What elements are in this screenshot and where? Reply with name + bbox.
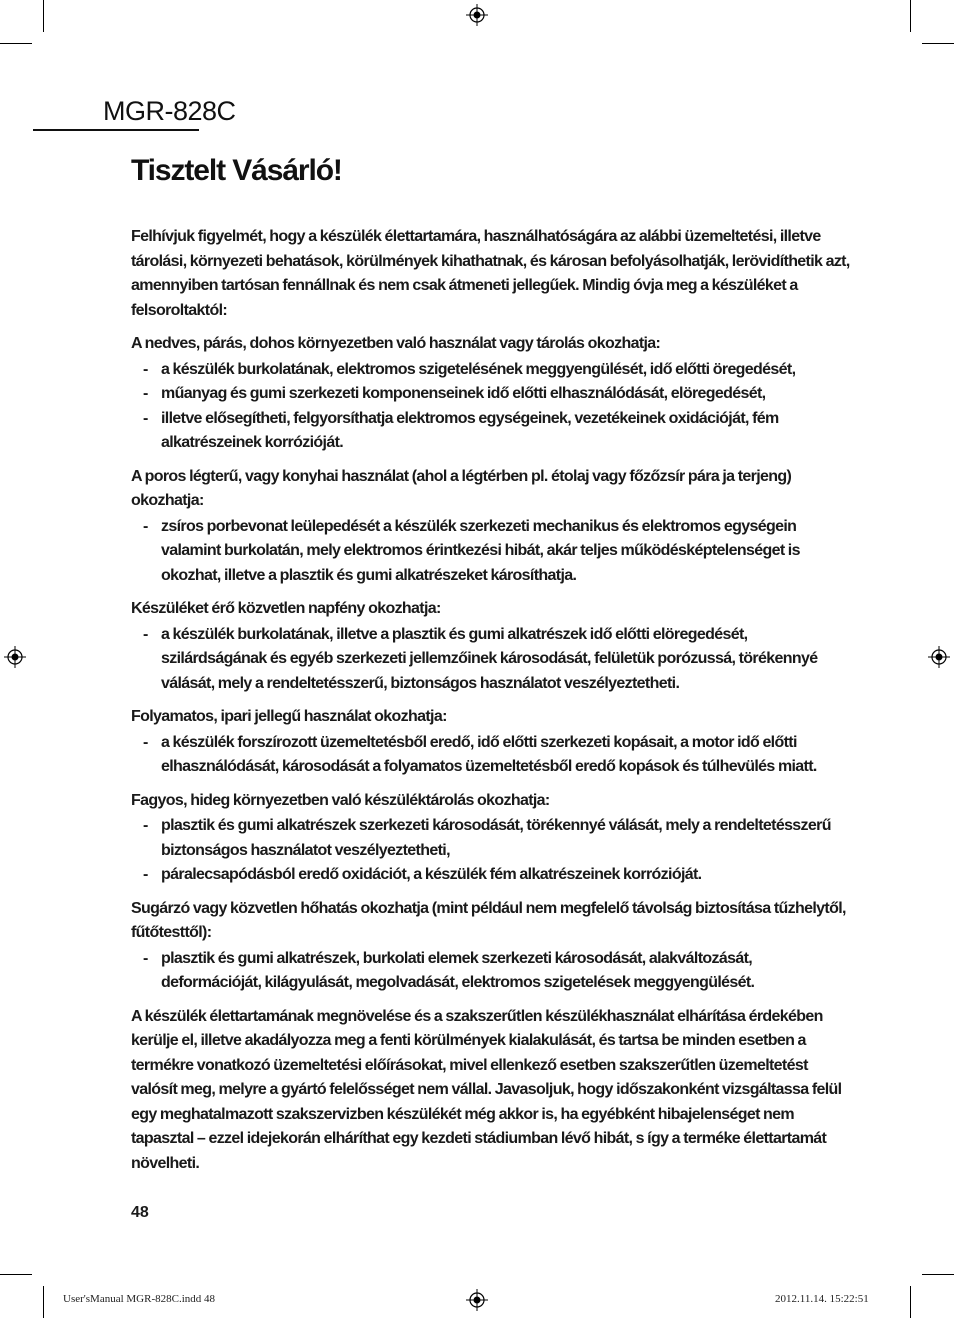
section-list [131,515,853,589]
list-item [143,515,853,589]
list-item-text: zsíros porbevonat leülepedését a készülék szerkezeti mechanikus és elektromos egységein valamint burkolatán, mely elektromos érintkezési hibát, akár teljes működésképtelenséget is okozhat, illetve a plasztik és gumi alkatrészeket károsíthatja. [161,517,800,584]
bullet-dash: - [143,385,148,402]
list-item [143,947,853,996]
crop-mark-top-left-h [0,43,32,44]
list-item-text: plasztik és gumi alkatrészek szerkezeti károsodását, törékennyé válását, mely a rendeltetésszerű biztonságos használatot veszélyeztetheti, [161,817,831,859]
section-heading: Készüléket érő közvetlen napfény okozhatja: [131,600,441,617]
section-heading: Folyamatos, ipari jellegű használat okozhatja: [131,708,447,725]
bullet-dash: - [143,625,148,643]
bullet-dash: - [143,817,148,834]
list-item [143,407,853,456]
sections-container [131,332,853,996]
registration-mark-icon [466,4,488,26]
bullet-dash: - [143,733,148,751]
model-name: MGR-828C [103,96,236,126]
registration-mark-icon [466,1289,488,1311]
section-heading: Fagyos, hideg környezetben való készüléktárolás okozhatja: [131,791,550,809]
section-heading: A nedves, párás, dohos környezetben való használat vagy tárolás okozhatja: [131,335,661,352]
list-item [143,358,853,383]
list-item [143,731,853,780]
list-item-text: illetve elősegítheti, felgyorsíthatja elektromos egységeinek, vezetékeinek oxidációját, fém alkatrészeinek korrózióját. [161,409,779,451]
section-heading: Sugárzó vagy közvetlen hőhatás okozhatja (mint például nem megfelelő távolság biztosítása tűzhelytől, fűtőtesttől): [131,899,846,941]
list-item-text: műanyag és gumi szerkezeti komponenseinek idő előtti elhasználódását, elöregedését, [161,385,766,402]
list-item [143,623,853,697]
header-rule [33,129,199,131]
list-item-text: a készülék forszírozott üzemeltetésből eredő, idő előtti szerkezeti kopásait, a motor idő előtti elhasználódását, károsodását a folyamatos üzemeltetésből eredő kopások és túlhevülés miatt. [161,733,817,775]
list-item-text: páralecsapódásból eredő oxidációt, a készülék fém alkatrészeinek korrózióját. [161,866,702,883]
crop-mark-bottom-right-h [922,1274,954,1275]
list-item [143,814,853,863]
page-number: 48 [131,1204,149,1221]
bullet-dash: - [143,949,148,967]
intro-paragraph: Felhívjuk figyelmét, hogy a készülék élettartamára, használhatóságára az alábbi üzemeltetési, illetve tárolási, környezeti behatások, körülmények kihathatnak, és károsan befolyásolhatják, lerövidíthetik azt, amennyiben tartósan fennállnak és nem csak átmeneti jellegűek. Mindig óvja meg a készüléket a felsoroltaktól: [131,228,850,319]
section-list [131,623,853,697]
crop-mark-top-right-v [910,0,911,32]
list-item [143,382,853,407]
registration-mark-icon [4,646,26,668]
bullet-dash: - [143,409,148,427]
crop-mark-bottom-left-v [43,1286,44,1318]
list-item-text: a készülék burkolatának, illetve a plasztik és gumi alkatrészek idő előtti elöregedését, szilárdságának és egyéb szerkezeti jellemzőinek károsodását, felületük porózussá, törékennyé válását, mely a rendeltetésszerű, biztonságos használatot veszélyeztetheti. [161,625,818,692]
list-item [143,863,853,888]
section-list [131,731,853,780]
closing-paragraph: A készülék élettartamának megnövelése és a szakszerűtlen készülékhasználat elhárítása érdekében kerülje el, illetve akadályozza meg a fenti körülmények kialakulását, és tartsa be minden esetben a termékre vonatkozó üzemeltetési előírásokat, mivel ellenkező esetben szakszerűtlen üzemeltetést valósít meg, melyre a gyártó felelősséget nem vállal. Javasoljuk, hogy időszakonként vizsgáltassa felül egy meghatalmazott szakszervizben készülékét még akkor is, ha egyébként hibajelenséget nem tapasztal – ezzel idejekorán elháríthat egy kezdeti stádiumban lévő hibát, s így a terméke élettartamát növelheti. [131,1007,842,1172]
list-item-text: a készülék burkolatának, elektromos szigetelésének meggyengülését, idő előtti öregedését, [161,360,796,378]
document-body [131,225,853,1185]
section-heading: A poros légterű, vagy konyhai használat (ahol a légtérben pl. étolaj vagy főzőzsír pára ja terjeng) okozhatja: [131,467,792,509]
page-title: Tisztelt Vásárló! [131,154,342,187]
registration-mark-icon [928,646,950,668]
bullet-dash: - [143,360,148,378]
bullet-dash: - [143,866,148,883]
footer-file-info: User'sManual MGR-828C.indd 48 [63,1293,216,1305]
footer-datetime: 2012.11.14. 15:22:51 [775,1293,869,1305]
section-list [131,358,853,456]
bullet-dash: - [143,517,148,535]
crop-mark-bottom-right-v [910,1286,911,1318]
list-item-text: plasztik és gumi alkatrészek, burkolati elemek szerkezeti károsodását, alakváltozását, deformációját, kilágyulását, megolvadását, elektromos szigetelések meggyengülését. [161,949,755,991]
section-list [131,947,853,996]
section-list [131,814,853,888]
crop-mark-top-right-h [922,43,954,44]
crop-mark-bottom-left-h [0,1274,32,1275]
crop-mark-top-left-v [43,0,44,32]
